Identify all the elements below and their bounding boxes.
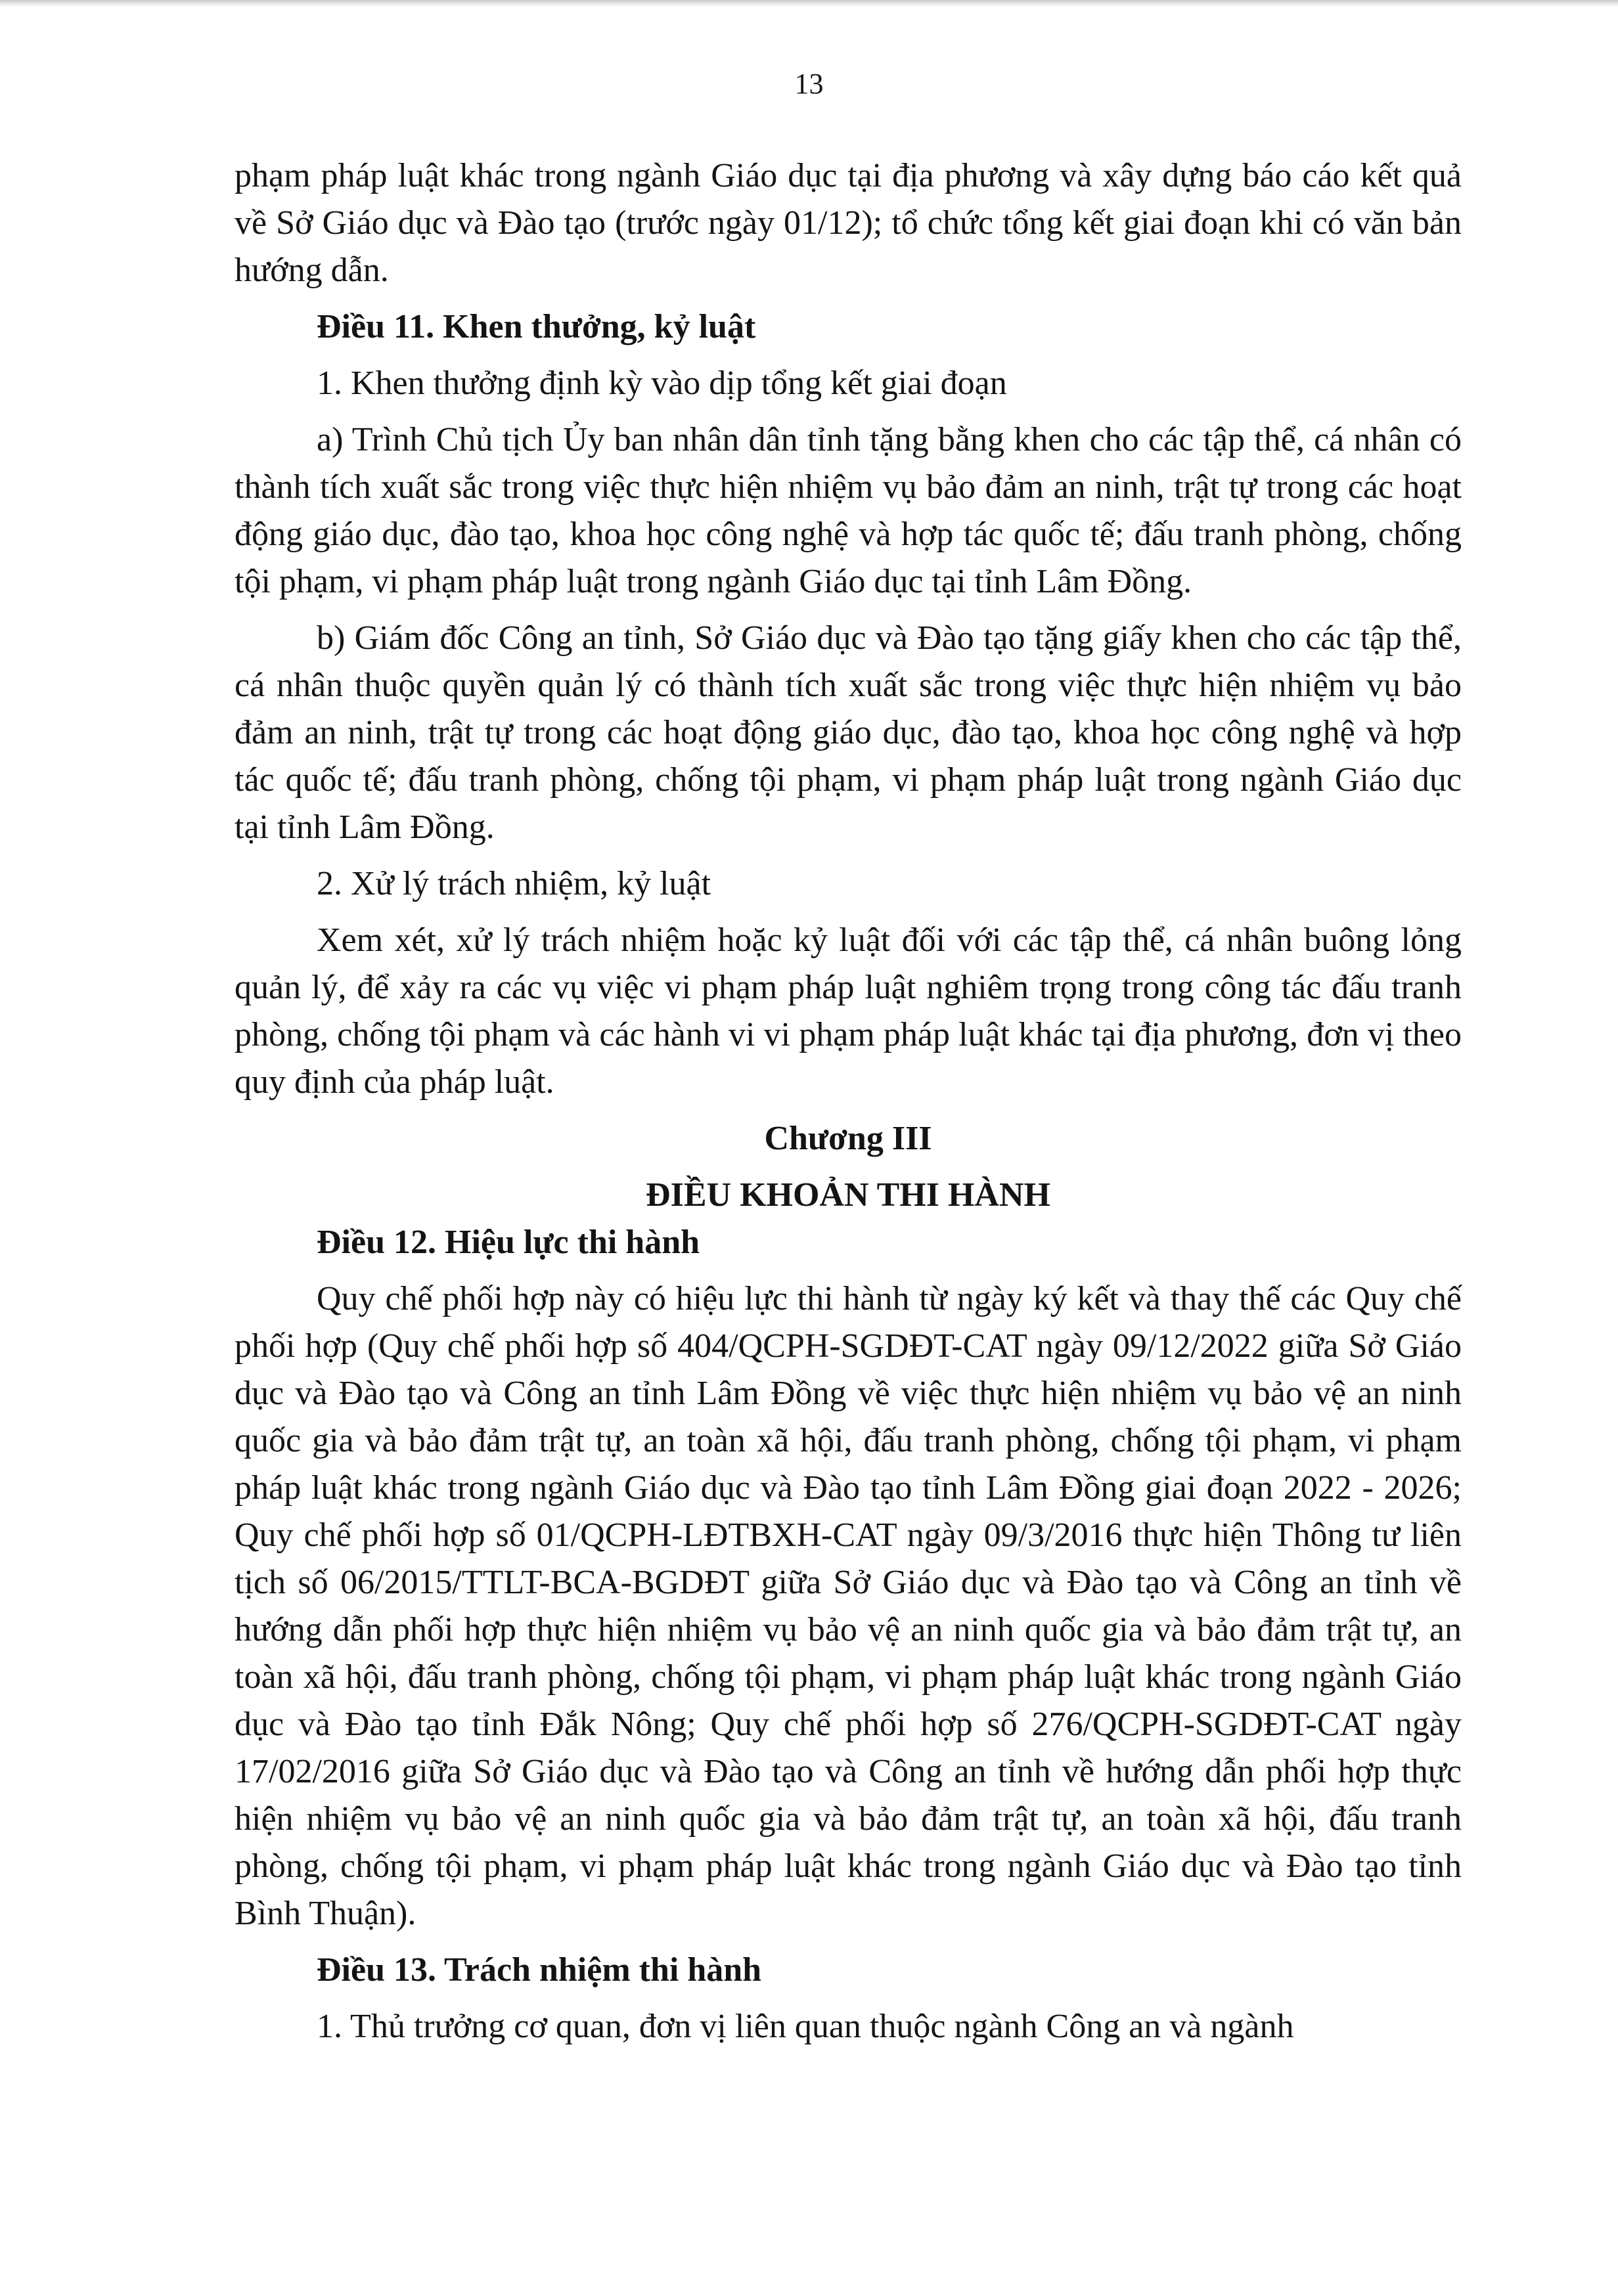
chapter-label: Chương III <box>764 1120 932 1157</box>
article-12-text: Quy chế phối hợp này có hiệu lực thi hành từ ngày ký kết và thay thế các Quy chế phối hợp (Quy chế phối hợp số 404/QCPH-SGDĐT-CAT ngày 09/12/2022 giữa Sở Giáo dục và Đào tạo và Công an tỉnh Lâm Đồng về việc thực hiện nhiệm vụ bảo vệ an ninh quốc gia và bảo đảm trật tự, an toàn xã hội, đấu tranh phòng, chống tội phạm, vi phạm pháp luật khác trong ngành Giáo dục và Đào tạo tỉnh Lâm Đồng giai đoạn 2022 - 2026; Quy chế phối hợp số 01/QCPH-LĐTBXH-CAT ngày 09/3/2016 thực hiện Thông tư liên tịch số 06/2015/TTLT-BCA-BGDĐT giữa Sở Giáo dục và Đào tạo và Công an tỉnh về hướng dẫn phối hợp thực hiện nhiệm vụ bảo vệ an ninh quốc gia và bảo đảm trật tự, an toàn xã hội, đấu tranh phòng, chống tội phạm, vi phạm pháp luật khác trong ngành Giáo dục và Đào tạo tỉnh Đắk Nông; Quy chế phối hợp số 276/QCPH-SGDĐT-CAT ngày 17/02/2016 giữa Sở Giáo dục và Đào tạo và Công an tỉnh về hướng dẫn phối hợp thực hiện nhiệm vụ bảo vệ an ninh quốc gia và bảo đảm trật tự, an toàn xã hội, đấu tranh phòng, chống tội phạm, vi phạm pháp luật khác trong ngành Giáo dục và Đào tạo tỉnh Bình Thuận). <box>235 1280 1462 1932</box>
clause-11-1a: a) Trình Chủ tịch Ủy ban nhân dân tỉnh tặng bằng khen cho các tập thể, cá nhân có thành tích xuất sắc trong việc thực hiện nhiệm vụ bảo đảm an ninh, trật tự trong các hoạt động giáo dục, đào tạo, khoa học công nghệ và hợp tác quốc tế; đấu tranh phòng, chống tội phạm, vi phạm pháp luật trong ngành Giáo dục tại tỉnh Lâm Đồng. <box>235 421 1462 600</box>
clause-11-2-text: Xem xét, xử lý trách nhiệm hoặc kỷ luật đối với các tập thể, cá nhân buông lỏng quản lý, để xảy ra các vụ việc vi phạm pháp luật nghiêm trọng trong công tác đấu tranh phòng, chống tội phạm và các hành vi vi phạm pháp luật khác tại địa phương, đơn vị theo quy định của pháp luật. <box>235 921 1462 1101</box>
heading-dieu-12: Điều 12. Hiệu lực thi hành <box>317 1224 700 1261</box>
page-number: 13 <box>794 68 824 100</box>
clause-13-1: 1. Thủ trưởng cơ quan, đơn vị liên quan thuộc ngành Công an và ngành <box>317 2008 1294 2045</box>
paragraph-intro: phạm pháp luật khác trong ngành Giáo dục tại địa phương và xây dựng báo cáo kết quả về Sở Giáo dục và Đào tạo (trước ngày 01/12); tổ chức tổng kết giai đoạn khi có văn bản hướng dẫn. <box>235 157 1462 289</box>
clause-11-1b: b) Giám đốc Công an tỉnh, Sở Giáo dục và Đào tạo tặng giấy khen cho các tập thể, cá nhân thuộc quyền quản lý có thành tích xuất sắc trong việc thực hiện nhiệm vụ bảo đảm an ninh, trật tự trong các hoạt động giáo dục, đào tạo, khoa học công nghệ và hợp tác quốc tế; đấu tranh phòng, chống tội phạm, vi phạm pháp luật trong ngành Giáo dục tại tỉnh Lâm Đồng. <box>235 619 1462 846</box>
document-body <box>235 152 1462 2050</box>
heading-dieu-11: Điều 11. Khen thưởng, kỷ luật <box>317 308 756 345</box>
chapter-title: ĐIỀU KHOẢN THI HÀNH <box>646 1176 1050 1214</box>
heading-dieu-13: Điều 13. Trách nhiệm thi hành <box>317 1951 762 1989</box>
scan-edge <box>0 0 1618 7</box>
clause-11-2: 2. Xử lý trách nhiệm, kỷ luật <box>317 865 711 902</box>
clause-11-1: 1. Khen thưởng định kỳ vào dịp tổng kết giai đoạn <box>317 364 1007 402</box>
